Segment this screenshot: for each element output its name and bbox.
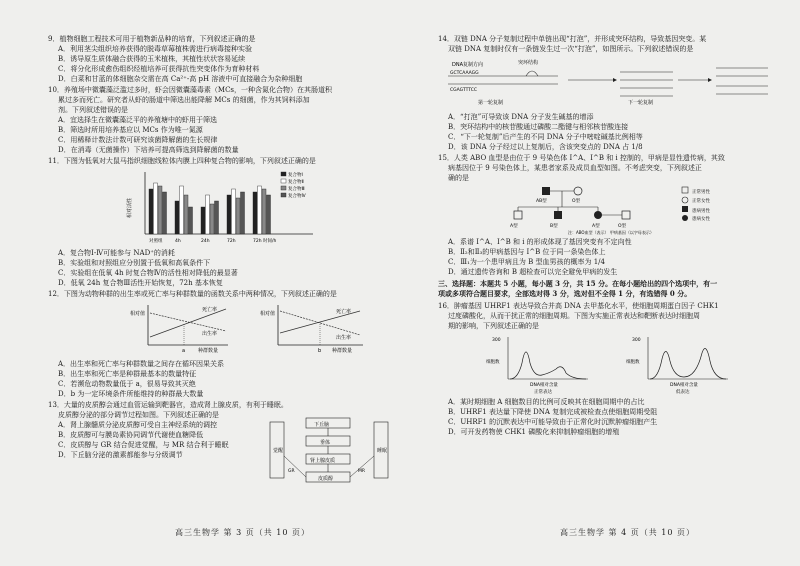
- question-14-stem: 14．双链 DNA 分子复制过程中单链出现“打泡”，并形成突环结构，导致基因突变。某: [438, 35, 707, 43]
- option-9d: D．白菜和甘蓝的体细胞杂交需在高 Ca²⁺-高 pH 溶液中可直接融合为杂种细胞: [58, 75, 303, 83]
- q15-bt-2: A型: [510, 224, 518, 229]
- q16-left-ymax: 300: [492, 338, 501, 343]
- option-11b: B．实验组和对照组应分别置于低氧和高氧条件下: [58, 259, 211, 267]
- option-16d: D．可开发药物使 CHK1 磷酸化来抑制肿瘤细胞的增殖: [448, 428, 620, 436]
- q12-right-curve2: 出生率: [336, 335, 352, 341]
- q12-graphs: [118, 301, 378, 357]
- option-11c: C．实验组在低氧 4h 时复合物Ⅳ的活性相对降低的最显著: [58, 269, 238, 277]
- q11-category-4: 72h 时间/h: [253, 239, 277, 244]
- q11-bar-g4-s2: [262, 189, 266, 234]
- option-9b: B．诱导原生质体融合获得的玉米植株，其植性状状容易延续: [58, 55, 246, 63]
- q16-right-xlabel: DNA相对含量: [670, 383, 698, 388]
- q15-bt-3: B型: [550, 224, 558, 229]
- option-14c: C．“下一轮复制”后产生的不同 DNA 分子中嘧啶碱基比例相等: [448, 133, 643, 141]
- q12-left-point: a: [182, 348, 186, 354]
- q14-label-direction: DNA复制方向: [452, 62, 484, 68]
- option-13a: A．肾上腺髓质分泌皮质醇可受自主神经系统的调控: [58, 421, 218, 429]
- question-10: [48, 85, 423, 155]
- q11-bar-g3-s3: [241, 192, 245, 234]
- q14-seq-bottom: CGAGTTTCC: [450, 88, 478, 93]
- q11-ylabel: 相对活性: [127, 197, 133, 218]
- q11-bar-g4-s3: [267, 195, 271, 234]
- question-11-stem: 11．下图为低氧对大鼠马指织细胞线粒体内膜上四种复合物的影响，下列叙述正确的是: [48, 157, 316, 165]
- q12-right-xlabel: 种群数量: [332, 348, 353, 354]
- q11-category-0: 对照组: [149, 239, 163, 244]
- q12-figure: [48, 301, 423, 357]
- q13-diagram: [266, 416, 396, 486]
- q14-seq-top: GCTCAAAGG: [450, 71, 479, 76]
- option-11d: D．低氧 24h 复合物Ⅲ活性开始恢复，72h 基本恢复: [58, 279, 223, 287]
- section-3-heading: 三、选择题：本题共 5 小题，每小题 3 分，共 15 分。在每小题给出的四个选项中，有一: [438, 279, 718, 288]
- q16-left-title: 正常表达: [534, 390, 552, 395]
- q15-bt-0: AB型: [536, 199, 547, 204]
- q13-side-right: 睡眠: [377, 448, 388, 454]
- q11-bar-g3-s0: [227, 195, 231, 234]
- option-15a: A．系谱 I^A、I^B 和 i 的形成体现了基因突变有不定向性: [448, 238, 632, 246]
- question-11: [48, 156, 423, 288]
- footer-page-3: 高三生物学 第 3 页（共 10 页）: [175, 528, 310, 537]
- q12-left-birth-line: [150, 313, 226, 331]
- question-10-stem-2: 累过多而死亡。研究者从虾的肠道中筛选出能降解 MCs 的细菌，作为其饲料添加: [58, 96, 310, 104]
- q12-right-curve1: 死亡率: [336, 309, 352, 315]
- q13-receptor-gr: GR: [288, 469, 295, 474]
- q11-bar-g1-s2: [184, 195, 188, 234]
- option-10c: C．用稀释计数法计数可研究该菌降解菌的生长规律: [58, 136, 218, 144]
- q15-legend-0: 正常男性: [692, 190, 710, 195]
- option-13b: B．皮质醇可与膜岛素协同调节代谢使血糖降低: [58, 431, 204, 439]
- q11-legend-swatch-3: [281, 193, 286, 197]
- q16-left-ylabel: 细胞数: [486, 360, 500, 365]
- q12-left-xlabel: 种群数量: [198, 348, 219, 354]
- q13-node-cortisol: 皮质醇: [318, 476, 334, 482]
- q11-bar-g1-s1: [180, 186, 184, 234]
- question-14-stem-2: 双链 DNA 复制时仅有一条链发生过一次“打泡”，如图所示。下列叙述错误的是: [448, 45, 694, 53]
- q13-receptor-mr: MR: [358, 469, 366, 474]
- q16-left-xlabel: DNA相对含量: [530, 383, 558, 388]
- q16-right-title: 低表达: [676, 390, 690, 395]
- q11-legend-label-3: 复合物Ⅳ: [288, 194, 306, 199]
- q11-bar-g2-s0: [201, 207, 205, 234]
- q12-right-ylabel: 相对值: [260, 311, 276, 317]
- q11-bar-g0-s1: [154, 183, 158, 234]
- q11-legend-swatch-0: [281, 172, 286, 176]
- question-9-stem: 9．植物细胞工程技术可用于植物新品种的培育，下列叙述正确的是: [48, 35, 256, 43]
- section-3-heading-2: 项或多项符合题目要求，全部选对得 3 分，选对但不全得 1 分，有选错得 0 分。: [438, 289, 692, 298]
- option-12d: D．b 为一定环境条件所能维持的种群最大数量: [58, 390, 204, 398]
- q15-II1-male: [514, 211, 522, 219]
- q14-label-loop: 突环结构: [518, 60, 539, 66]
- q15-pedigree: [438, 185, 773, 235]
- q11-legend: [281, 171, 306, 199]
- question-16: [438, 301, 778, 437]
- option-12a: A．出生率和死亡率与种群数量之间存在循环因果关系: [58, 360, 225, 368]
- option-16c: C．UHRF1 的沉默表达中可能导致由于正常化时沉默肿瘤细胞产生: [448, 418, 658, 426]
- option-12b: B．出生率和死亡率是种群最基本的数量特征: [58, 370, 197, 378]
- option-10a: A．宜选择生在微囊藻泛平的养殖塘中的虾用于筛选: [58, 116, 218, 124]
- footer-page-4: 高三生物学 第 4 页（共 10 页）: [560, 528, 695, 537]
- option-9c: C．将分化形成愈伤组织经植培养可获得抗性突变体作为育种材料: [58, 65, 260, 73]
- q15-figure: [438, 185, 778, 235]
- question-16-stem: 16．肿瘤基因 UHRF1 表达导致合并高 DNA 去甲基化水平，使细胞周期蛋白因子 CHK1: [438, 302, 719, 310]
- q11-bar-g4-s1: [258, 186, 262, 234]
- q11-category-labels: [149, 237, 277, 244]
- q16-histograms: [438, 333, 773, 395]
- q12-left-curve1: 死亡率: [202, 307, 218, 313]
- q12-right-point: b: [318, 348, 322, 354]
- q16-figure: [438, 333, 778, 395]
- q15-II3-affected-female: [594, 211, 602, 219]
- q15-legend-3: 患病女性: [692, 217, 710, 222]
- q11-category-2: 24h: [201, 239, 210, 244]
- question-15-stem-2: 病基因位于 9 号染色体上，某患者家系及成员血型如图。不考虑突变，下列叙述正: [448, 164, 702, 172]
- q11-bars: [149, 183, 271, 234]
- q11-bar-chart: [123, 168, 323, 246]
- q11-bar-g4-s0: [253, 192, 257, 234]
- question-15-stem: 15．人类 ABO 血型是由位于 9 号染色体 I^A、I^B 和 i 控制的，甲病是显性遗传病，其致: [438, 154, 725, 162]
- q15-I2-female: [574, 187, 582, 195]
- question-12-stem: 12．下图为动物种群的出生率或死亡率与种群数量的函数关系中两种情况，下列叙述正确的是: [48, 290, 337, 298]
- question-9: [48, 34, 423, 84]
- q15-I1-affected-male: [542, 187, 550, 195]
- q15-bt-5: O型: [618, 224, 627, 229]
- right-column: [438, 34, 778, 438]
- q14-label-next: 下一轮复制: [628, 100, 654, 106]
- option-15c: C．Ⅲ₁为一个患甲病且为 B 型血男孩的概率为 1/4: [448, 258, 605, 266]
- q15-legend-2: 患病男性: [692, 209, 710, 214]
- q11-bar-g2-s1: [206, 195, 210, 234]
- q11-legend-swatch-1: [281, 179, 286, 183]
- option-15b: B．Ⅱ₂和Ⅱ₃的甲病基因与 I^B 位于同一条染色体上: [448, 248, 606, 256]
- q12-left-ylabel: 相对值: [130, 311, 146, 317]
- q15-II2-affected-male: [554, 211, 562, 219]
- q11-bar-g1-s3: [189, 207, 193, 234]
- option-13d: D．下丘脑分泌的激素都能参与分级调节: [58, 451, 183, 459]
- question-15-stem-3: 确的是: [448, 174, 469, 182]
- q11-legend-label-1: 复合物Ⅱ: [288, 180, 304, 185]
- q16-right-curve: [650, 349, 726, 380]
- q16-right-ylabel: 细胞数: [626, 360, 640, 365]
- q11-legend-label-2: 复合物Ⅲ: [288, 187, 305, 192]
- q11-bar-g2-s3: [215, 201, 219, 234]
- q15-bt-4: A型: [592, 224, 600, 229]
- q11-bar-g3-s2: [236, 198, 240, 234]
- question-13-stem: 13．大量的皮质醇会通过血管运输到靶器官，造成肾上腺皮质，有利于睡眠。: [48, 401, 288, 409]
- option-11a: A．复合物Ⅰ-Ⅳ可能参与 NAD⁺的消耗: [58, 249, 175, 257]
- q11-category-3: 72h: [227, 239, 236, 244]
- question-12: [48, 289, 423, 399]
- q15-legend-1: 正常女性: [692, 199, 710, 204]
- q11-bar-g0-s3: [163, 192, 167, 234]
- q13-node-adrenal: 肾上腺皮质: [310, 458, 336, 464]
- option-14b: B．突环结构中的核苷酸通过磷酸二酯键与相邻核苷酸连接: [448, 123, 629, 131]
- q14-figure: [438, 56, 778, 110]
- q16-left-curve: [510, 352, 586, 379]
- question-13-stem-2: 皮质醇分泌的部分调节过程如图。下列叙述正确的是: [58, 411, 219, 419]
- q11-bar-g1-s0: [175, 201, 179, 234]
- q11-legend-swatch-2: [281, 186, 286, 190]
- question-16-stem-3: 期的影响，下列叙述正确的是: [448, 322, 539, 330]
- q11-bar-g0-s0: [149, 189, 153, 234]
- question-14: [438, 34, 778, 152]
- option-14a: A．“打泡”可导致该 DNA 分子发生碱基的增添: [448, 113, 594, 121]
- q14-loop-shape: [526, 71, 538, 76]
- option-15d: D．通过遗传咨询和 B 超检查可以完全避免甲病的发生: [448, 268, 618, 276]
- q13-side-left: 觉醒: [273, 448, 284, 454]
- option-16a: A．某时期细胞 A 细胞数目的比例可反映其在细胞周期中的占比: [448, 398, 645, 406]
- q16-right-ymax: 300: [632, 338, 641, 343]
- q15-II4-male: [622, 211, 630, 219]
- q11-legend-label-0: 复合物Ⅰ: [288, 173, 303, 178]
- option-9a: A．利用茎尖组织培养获得的脱毒草莓植株需进行病毒接种实验: [58, 45, 253, 53]
- q14-diagram: [438, 56, 773, 110]
- option-13c: C．皮质醇与 GR 结合促进觉醒，与 MR 结合利于睡眠: [58, 441, 229, 449]
- option-12c: C．若濒危动物数量低于 a，很易导致其灭绝: [58, 380, 196, 388]
- q11-figure: [48, 168, 423, 246]
- question-15: [438, 153, 778, 277]
- q13-node-pituitary: 垂体: [320, 440, 331, 446]
- question-13: [48, 400, 423, 482]
- q12-left-curve2: 出生率: [202, 331, 218, 337]
- q15-bt-1: O型: [572, 199, 581, 204]
- left-column: [48, 34, 423, 482]
- question-16-stem-2: 过度磷酸化，从而干扰正常的细胞周期。下图为实施正常表达和靶断表达时细胞周: [448, 312, 700, 320]
- q15-caption: 注：ABO血型（表示） 甲病基因（以字母表示）: [568, 230, 654, 235]
- option-10b: B．筛选时所用培养基应以 MCs 作为唯一氮源: [58, 126, 203, 134]
- question-10-stem-3: 剂。下列叙述错误的是: [58, 106, 128, 114]
- q11-bar-g0-s2: [158, 186, 162, 234]
- q11-bar-g3-s1: [232, 189, 236, 234]
- option-16b: B．UHRF1 表达量下降使 DNA 复制完成被检查点使细胞周期受阻: [448, 408, 658, 416]
- q14-label-first: 第一轮复制: [478, 100, 504, 106]
- option-10d: D．在消毒（无菌操作）下培养可提高筛选到降解菌的数量: [58, 146, 239, 154]
- question-10-stem: 10．养殖场中微囊藻泛滥过多时，虾会因微囊藻毒素（MCs，一种含氮化合物）在其肠道积: [48, 86, 333, 94]
- option-14d: D．该 DNA 分子经过以上复制后，含该突变点的 DNA 占 1/8: [448, 143, 643, 151]
- q11-category-1: 4h: [175, 239, 181, 244]
- q11-bar-g2-s2: [210, 204, 214, 234]
- q13-node-hypothalamus: 下丘脑: [314, 422, 330, 428]
